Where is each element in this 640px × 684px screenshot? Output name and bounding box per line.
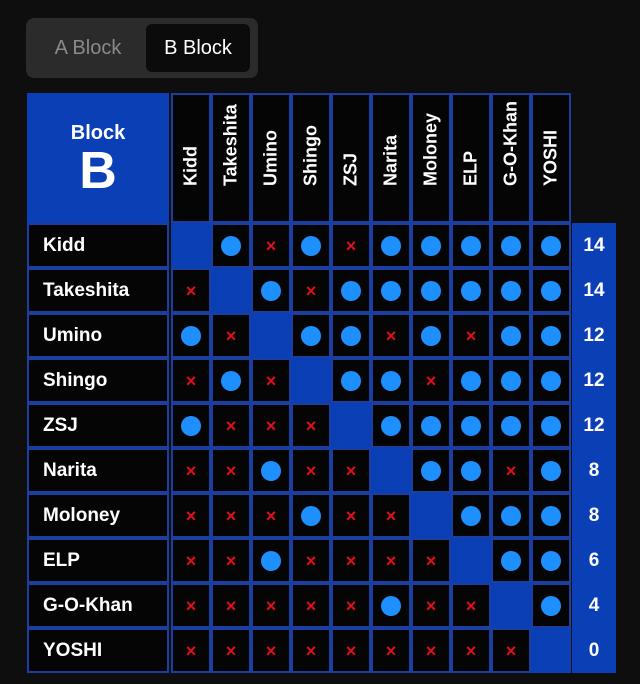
win-dot-icon [341,326,361,346]
win-dot-icon [381,236,401,256]
result-cell [291,223,331,268]
result-cell [171,448,211,493]
result-cell [251,628,291,673]
score-yoshi: 0 [588,639,600,661]
win-dot-icon [421,326,441,346]
loss-x-icon: × [225,640,237,661]
block-tabs [26,18,258,78]
result-cell [411,268,451,313]
result-cell [171,493,211,538]
result-cell [211,583,251,628]
result-cell [251,313,291,358]
result-cell [371,268,411,313]
result-cell [171,403,211,448]
column-header-umino [251,93,291,223]
result-cell [251,358,291,403]
loss-x-icon: × [505,460,517,481]
loss-x-icon: × [345,235,357,256]
loss-x-icon: × [185,640,197,661]
win-dot-icon [461,506,481,526]
win-dot-icon [181,416,201,436]
score-umino: 12 [583,324,605,346]
loss-x-icon: × [225,550,237,571]
column-header-label: G-O-Khan [500,101,521,186]
result-cell [251,223,291,268]
win-dot-icon [501,281,521,301]
loss-x-icon: × [345,595,357,616]
result-cell [531,358,571,403]
loss-x-icon: × [185,280,197,301]
result-cell [371,403,411,448]
loss-x-icon: × [345,550,357,571]
result-cell [291,403,331,448]
row-header-shingo: Shingo [27,358,169,403]
win-dot-icon [541,236,561,256]
score-zsj: 12 [583,414,605,436]
win-dot-icon [381,596,401,616]
result-cell [411,583,451,628]
row-header-g-o-khan: G-O-Khan [27,583,169,628]
result-cell [371,223,411,268]
result-cell [211,403,251,448]
loss-x-icon: × [385,505,397,526]
win-dot-icon [541,506,561,526]
result-cell [451,358,491,403]
loss-x-icon: × [505,640,517,661]
win-dot-icon [421,281,441,301]
result-cell [451,628,491,673]
result-cell [411,223,451,268]
result-cell [331,538,371,583]
win-dot-icon [501,236,521,256]
column-header-zsj [331,93,371,223]
win-dot-icon [461,416,481,436]
loss-x-icon: × [225,595,237,616]
column-header-yoshi [531,93,571,223]
column-header-label: ZSJ [340,152,361,186]
result-cell [371,358,411,403]
win-dot-icon [501,416,521,436]
result-cell [411,358,451,403]
result-cell [251,583,291,628]
win-dot-icon [421,236,441,256]
loss-x-icon: × [265,640,277,661]
loss-x-icon: × [185,460,197,481]
result-cell [331,313,371,358]
win-dot-icon [461,371,481,391]
score-moloney: 8 [588,504,600,526]
result-cell [291,493,331,538]
win-dot-icon [461,281,481,301]
result-cell [171,583,211,628]
result-cell [211,223,251,268]
result-cell [291,268,331,313]
result-cell [531,313,571,358]
result-cell [291,358,331,403]
result-cell [331,583,371,628]
result-cell [451,493,491,538]
win-dot-icon [541,596,561,616]
loss-x-icon: × [465,595,477,616]
column-header-label: Kidd [180,146,201,186]
win-dot-icon [181,326,201,346]
row-header-umino: Umino [27,313,169,358]
result-cell [211,493,251,538]
win-dot-icon [541,326,561,346]
win-dot-icon [341,281,361,301]
result-cell [371,448,411,493]
result-cell [211,358,251,403]
win-dot-icon [421,461,441,481]
result-cell [331,358,371,403]
result-cell [371,313,411,358]
result-cell [491,313,531,358]
win-dot-icon [381,281,401,301]
result-cell [291,313,331,358]
loss-x-icon: × [425,370,437,391]
result-cell [491,448,531,493]
loss-x-icon: × [425,550,437,571]
result-cell [211,538,251,583]
win-dot-icon [381,416,401,436]
tab-b-block[interactable]: B Block [146,24,250,72]
result-cell [411,538,451,583]
win-dot-icon [501,326,521,346]
win-dot-icon [261,281,281,301]
column-header-moloney [411,93,451,223]
column-header-kidd [171,93,211,223]
result-cell [331,268,371,313]
win-dot-icon [501,551,521,571]
result-cell [331,493,371,538]
result-cell [331,223,371,268]
result-cell [451,403,491,448]
column-header-label: Umino [260,130,281,186]
result-cell [291,628,331,673]
column-header-elp [451,93,491,223]
loss-x-icon: × [425,595,437,616]
loss-x-icon: × [305,280,317,301]
tab-a-block[interactable]: A Block [54,36,122,59]
win-dot-icon [541,371,561,391]
result-cell [291,448,331,493]
result-cell [371,538,411,583]
result-cell [251,268,291,313]
loss-x-icon: × [265,505,277,526]
block-letter: B [79,141,117,200]
result-cell [531,268,571,313]
loss-x-icon: × [385,325,397,346]
result-cell [251,448,291,493]
loss-x-icon: × [465,640,477,661]
loss-x-icon: × [225,415,237,436]
column-header-g-o-khan [491,93,531,223]
win-dot-icon [301,326,321,346]
result-cell [331,628,371,673]
column-header-takeshita [211,93,251,223]
result-cell [171,223,211,268]
win-dot-icon [221,371,241,391]
result-cell [251,538,291,583]
result-cell [331,448,371,493]
column-header-label: YOSHI [540,129,561,186]
result-cell [411,628,451,673]
result-cell [531,403,571,448]
loss-x-icon: × [305,550,317,571]
win-dot-icon [461,461,481,481]
win-dot-icon [501,371,521,391]
result-cell [411,403,451,448]
result-cell [531,223,571,268]
column-header-label: Moloney [420,112,441,186]
result-cell [171,313,211,358]
result-cell [491,223,531,268]
result-cell [411,493,451,538]
block-label: Block [70,121,126,144]
loss-x-icon: × [265,235,277,256]
result-cell [491,403,531,448]
loss-x-icon: × [345,640,357,661]
loss-x-icon: × [225,505,237,526]
score-kidd: 14 [583,234,605,256]
row-header-moloney: Moloney [27,493,169,538]
loss-x-icon: × [465,325,477,346]
result-cell [371,628,411,673]
result-cell [451,448,491,493]
result-cell [291,583,331,628]
win-dot-icon [501,506,521,526]
loss-x-icon: × [185,595,197,616]
loss-x-icon: × [265,595,277,616]
win-dot-icon [421,416,441,436]
column-header-shingo [291,93,331,223]
loss-x-icon: × [265,415,277,436]
loss-x-icon: × [345,505,357,526]
win-dot-icon [541,281,561,301]
row-header-zsj: ZSJ [27,403,169,448]
result-cell [491,358,531,403]
loss-x-icon: × [185,370,197,391]
column-header-label: Shingo [300,125,321,186]
result-cell [251,493,291,538]
result-cell [171,268,211,313]
loss-x-icon: × [385,550,397,571]
loss-x-icon: × [385,640,397,661]
result-cell [171,358,211,403]
score-elp: 6 [588,549,600,571]
result-cell [411,448,451,493]
result-cell [531,538,571,583]
result-cell [491,268,531,313]
win-dot-icon [221,236,241,256]
result-cell [451,313,491,358]
result-cell [211,313,251,358]
win-dot-icon [261,551,281,571]
loss-x-icon: × [185,550,197,571]
win-dot-icon [541,461,561,481]
win-dot-icon [461,236,481,256]
win-dot-icon [301,236,321,256]
result-cell [171,628,211,673]
score-takeshita: 14 [583,279,605,301]
loss-x-icon: × [225,460,237,481]
column-header-label: ELP [460,150,481,186]
score-narita: 8 [588,459,600,481]
loss-x-icon: × [265,370,277,391]
result-cell [211,448,251,493]
result-cell [451,268,491,313]
win-dot-icon [541,551,561,571]
block-corner-header [27,93,169,223]
loss-x-icon: × [305,640,317,661]
result-cell [371,493,411,538]
result-cell [451,538,491,583]
win-dot-icon [341,371,361,391]
loss-x-icon: × [305,595,317,616]
score-shingo: 12 [583,369,605,391]
row-header-elp: ELP [27,538,169,583]
row-header-takeshita: Takeshita [27,268,169,313]
result-cell [211,628,251,673]
result-cell [531,493,571,538]
row-header-narita: Narita [27,448,169,493]
result-cell [531,628,571,673]
column-header-narita [371,93,411,223]
loss-x-icon: × [425,640,437,661]
win-dot-icon [301,506,321,526]
row-header-kidd: Kidd [27,223,169,268]
result-cell [411,313,451,358]
result-cell [331,403,371,448]
loss-x-icon: × [345,460,357,481]
column-header-label: Takeshita [220,104,241,186]
win-dot-icon [381,371,401,391]
result-cell [531,583,571,628]
loss-x-icon: × [305,460,317,481]
loss-x-icon: × [185,505,197,526]
result-cell [171,538,211,583]
result-cell [451,223,491,268]
result-cell [371,583,411,628]
result-cell [491,628,531,673]
win-dot-icon [541,416,561,436]
win-dot-icon [261,461,281,481]
loss-x-icon: × [225,325,237,346]
result-cell [531,448,571,493]
result-cell [451,583,491,628]
result-cell [491,493,531,538]
row-header-yoshi: YOSHI [27,628,169,673]
score-g-o-khan: 4 [588,594,600,616]
loss-x-icon: × [305,415,317,436]
result-cell [211,268,251,313]
column-header-label: Narita [380,134,401,186]
result-cell [291,538,331,583]
result-cell [251,403,291,448]
result-cell [491,538,531,583]
result-cell [491,583,531,628]
